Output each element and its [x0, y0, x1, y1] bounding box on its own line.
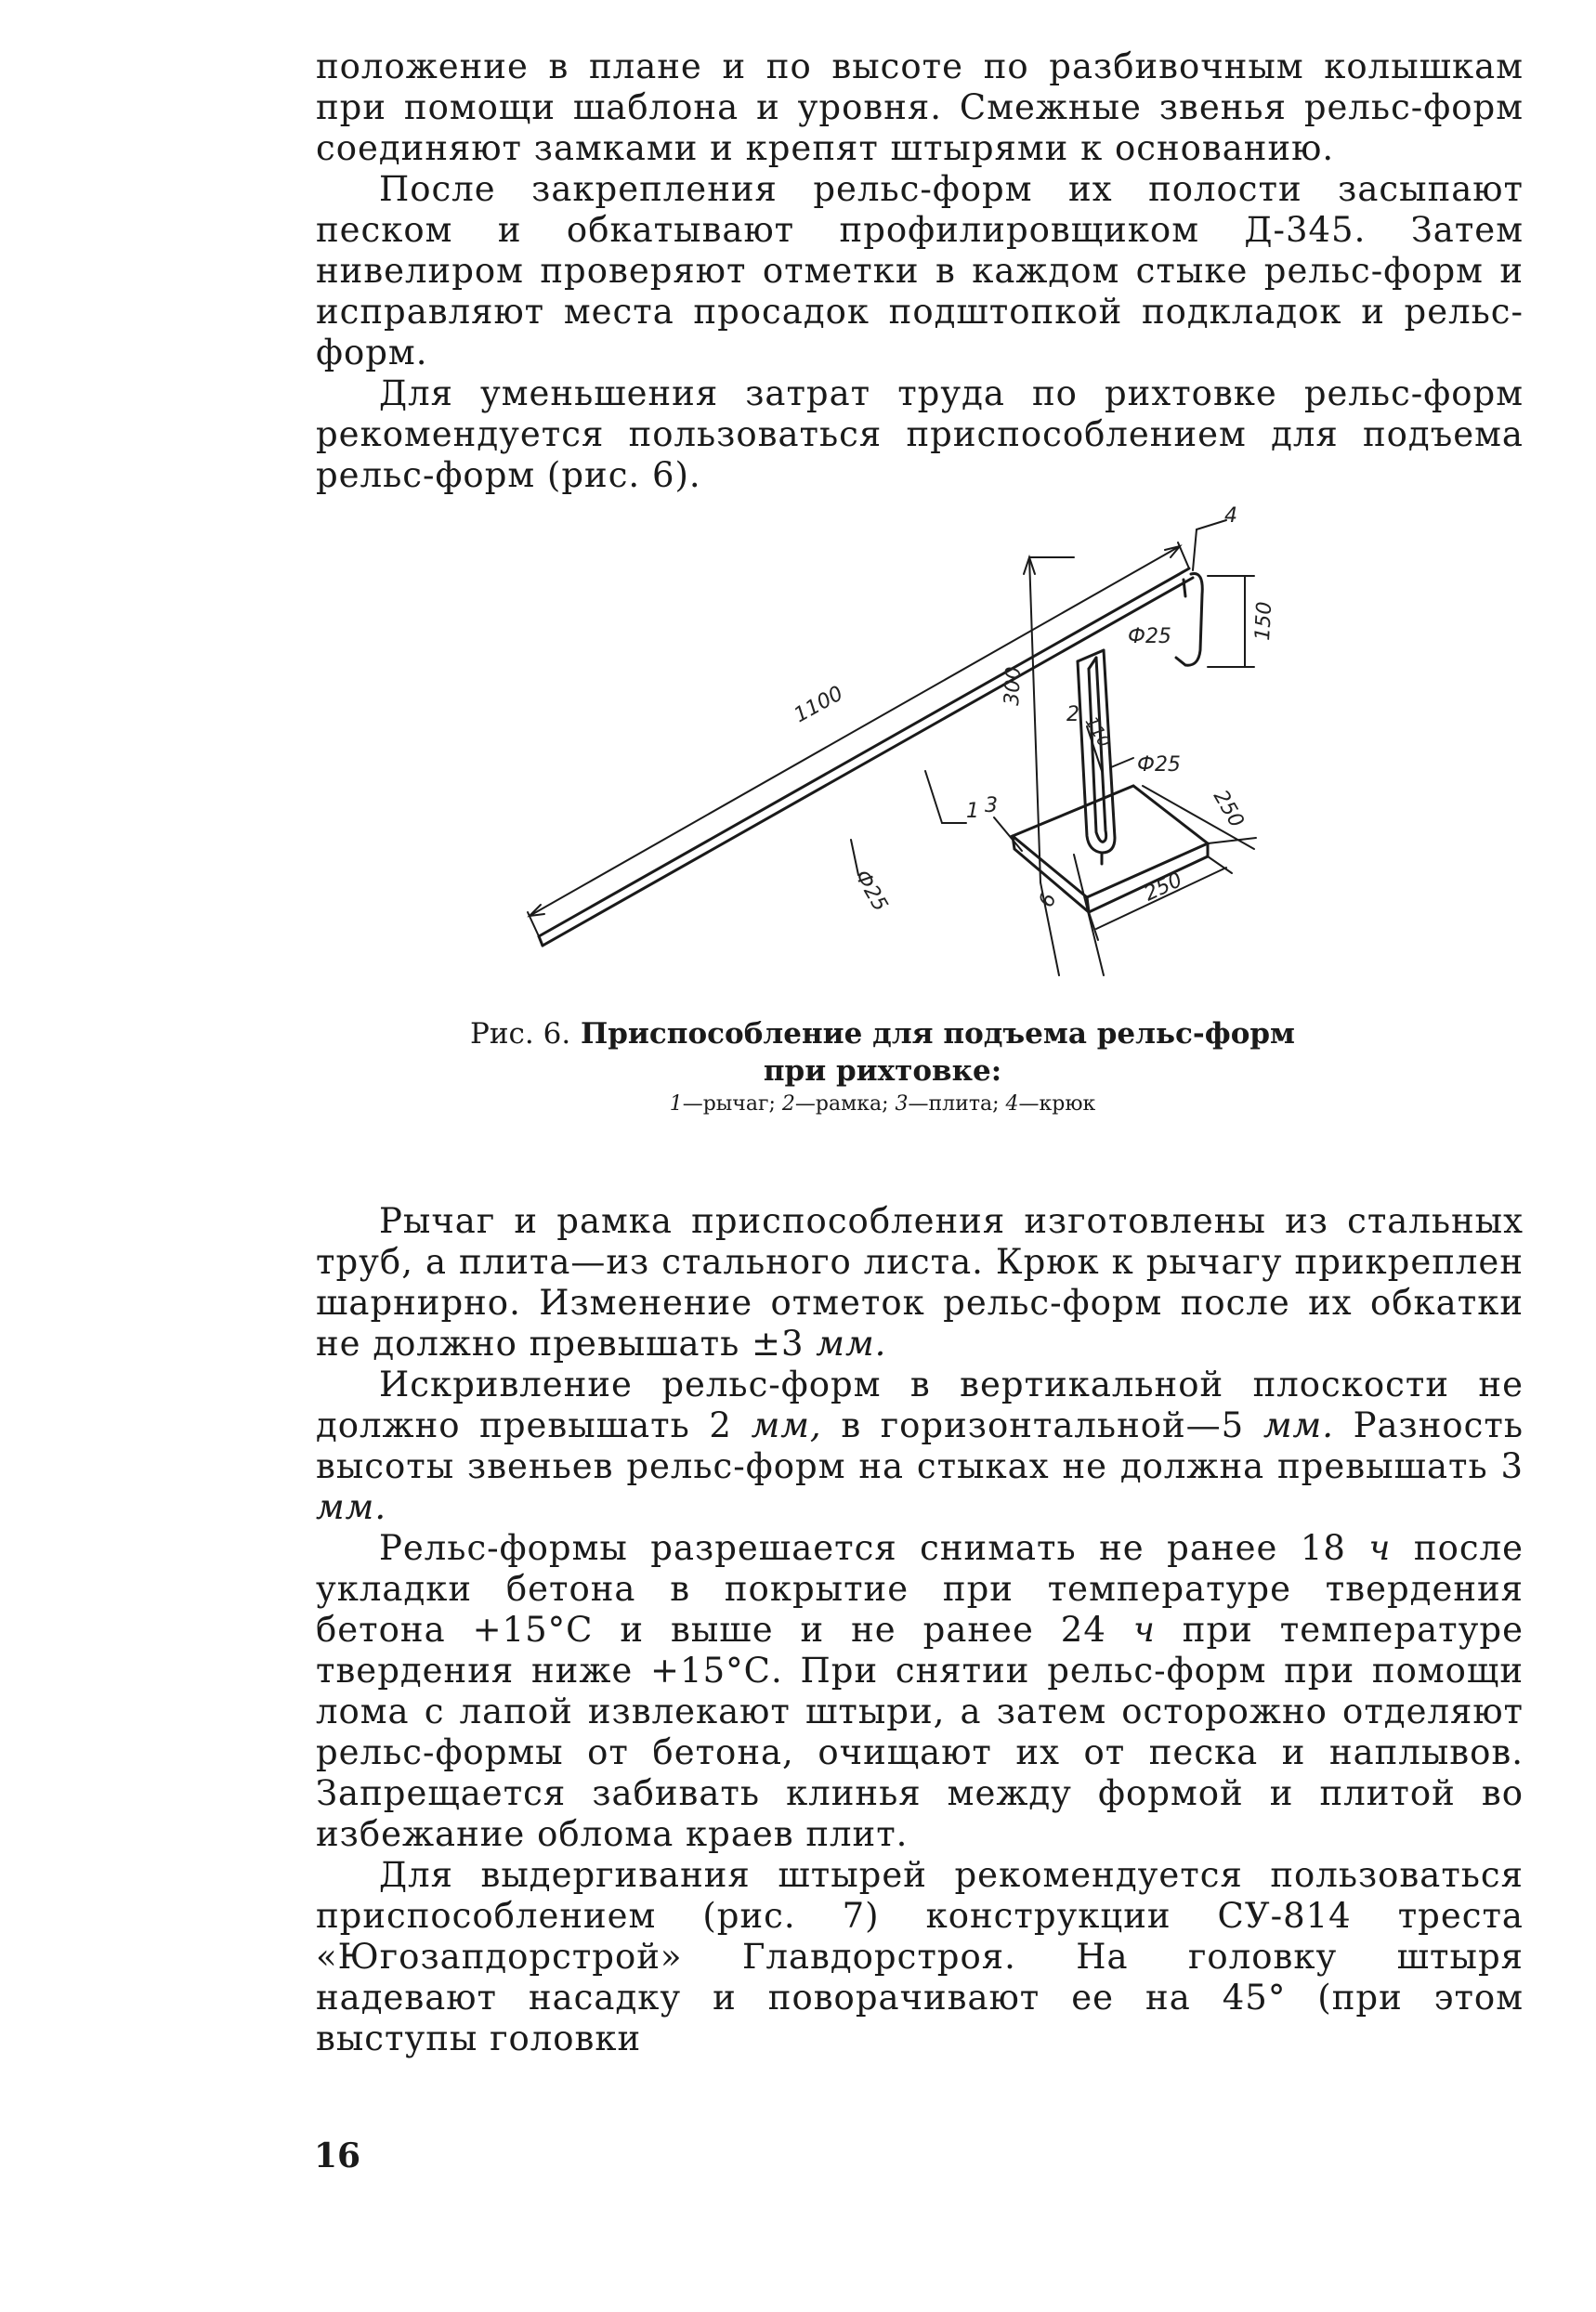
figure-legend: [464, 1091, 1301, 1117]
label-height-hook: 150: [1251, 601, 1277, 642]
text-run: Рычаг и рамка приспособления изготовлены из стальных труб, а плита—из стального листа. Крюк к рычагу прикреплен шарнирно. Изменение отметок рельс-форм после их обкатки не должно превышать ±3: [316, 1201, 1524, 1364]
text-run: Разность высоты звеньев рельс-форм на стыках не должна превышать 3: [316, 1405, 1524, 1486]
caption-title: Приспособление для подъема рельс-форм при рихтовке:: [580, 1017, 1295, 1088]
label-part-3: 3: [985, 794, 998, 817]
text-run: при температуре твердения ниже +15°С. При снятии рельс-форм при помощи лома с лапой извлекают штыри, а затем осторожно отделяют рельс-формы от бетона, очищают их от песка и наплывов. Запрещается забивать клинья между формой и плитой во избежание облома краев плит.: [316, 1610, 1524, 1854]
legend-text: —рычаг;: [682, 1092, 776, 1116]
hook-part: [1176, 520, 1254, 667]
paragraph: После закрепления рельс-форм их полости засыпают песком и обкатывают профилировщиком Д-345. Затем нивелиром проверяют отметки в каждом стыке рельс-форм и исправляют места просадок подштопкой подкладок и рельс-форм.: [316, 169, 1524, 372]
label-length-lever: 1100: [790, 682, 847, 728]
caption-prefix: Рис. 6.: [470, 1017, 571, 1051]
paragraph: [316, 1201, 1524, 1365]
legend-num: 4: [1005, 1092, 1019, 1116]
lift-device-drawing: [520, 492, 1277, 994]
unit-run: ч: [1368, 1528, 1392, 1568]
label-plate-width: 250: [1140, 869, 1186, 907]
label-dia-frame-mid: Ф25: [1137, 753, 1181, 777]
paragraph: Для уменьшения затрат труда по рихтовке рельс-форм рекомендуется пользоваться приспособлением для подъема рельс-форм (рис. 6).: [316, 373, 1524, 495]
legend-text: —крюк: [1018, 1092, 1096, 1116]
unit-run: мм.: [816, 1324, 887, 1364]
text-run: после укладки бетона в покрытие при температуре твердения бетона +15°С и выше и не ранее 24: [316, 1528, 1524, 1650]
figure-caption: [464, 1015, 1301, 1090]
unit-run: ч: [1132, 1610, 1156, 1650]
legend-num: 1: [669, 1092, 683, 1116]
unit-run: мм.: [1262, 1405, 1334, 1445]
page-number: 16: [314, 2136, 361, 2175]
paragraph: [316, 1855, 1524, 2059]
legend-num: 3: [895, 1092, 909, 1116]
text-run: Искривление рельс-форм в вертикальной плоскости не должно превышать 2: [316, 1365, 1524, 1445]
paragraph: [316, 1365, 1524, 1528]
label-plate-thickness: 6: [1035, 890, 1062, 911]
figure-6-drawing: [520, 492, 1277, 994]
label-dia-lever: Ф25: [849, 866, 892, 916]
paragraph: положение в плане и по высоте по разбивочным колышкам при помощи шаблона и уровня. Смежные звенья рельс-форм соединяют замками и крепят штырями к основанию.: [316, 46, 1524, 168]
text-run: в горизонтальной—5: [821, 1405, 1263, 1445]
label-plate-depth: 250: [1208, 786, 1249, 832]
legend-text: —плита;: [908, 1092, 1000, 1116]
label-width-frame: 110: [1080, 713, 1115, 751]
paragraph: [316, 1528, 1524, 1855]
unit-run: мм.: [316, 1487, 387, 1527]
label-part-2: 2: [1066, 703, 1079, 726]
top-text-block: [316, 46, 1524, 496]
label-part-4: 4: [1224, 504, 1237, 528]
text-run: Рельс-формы разрешается снимать не ранее 18: [379, 1528, 1369, 1568]
unit-run: мм,: [751, 1405, 822, 1445]
label-dia-frame-top: Ф25: [1128, 625, 1171, 648]
text-run: Для выдергивания штырей рекомендуется пользоваться приспособлением (рис. 7) конструкции СУ-814 треста «Югозапдорстрой» Главдорстроя. На головку штыря надевают насадку и поворачивают ее на 45° (при этом выступы головки: [316, 1855, 1524, 2058]
legend-num: 2: [781, 1092, 795, 1116]
label-part-1: 1: [966, 800, 979, 823]
bottom-text-block: [316, 1201, 1524, 2059]
legend-text: —рамка;: [794, 1092, 889, 1116]
label-height-frame: 300: [1001, 666, 1027, 707]
